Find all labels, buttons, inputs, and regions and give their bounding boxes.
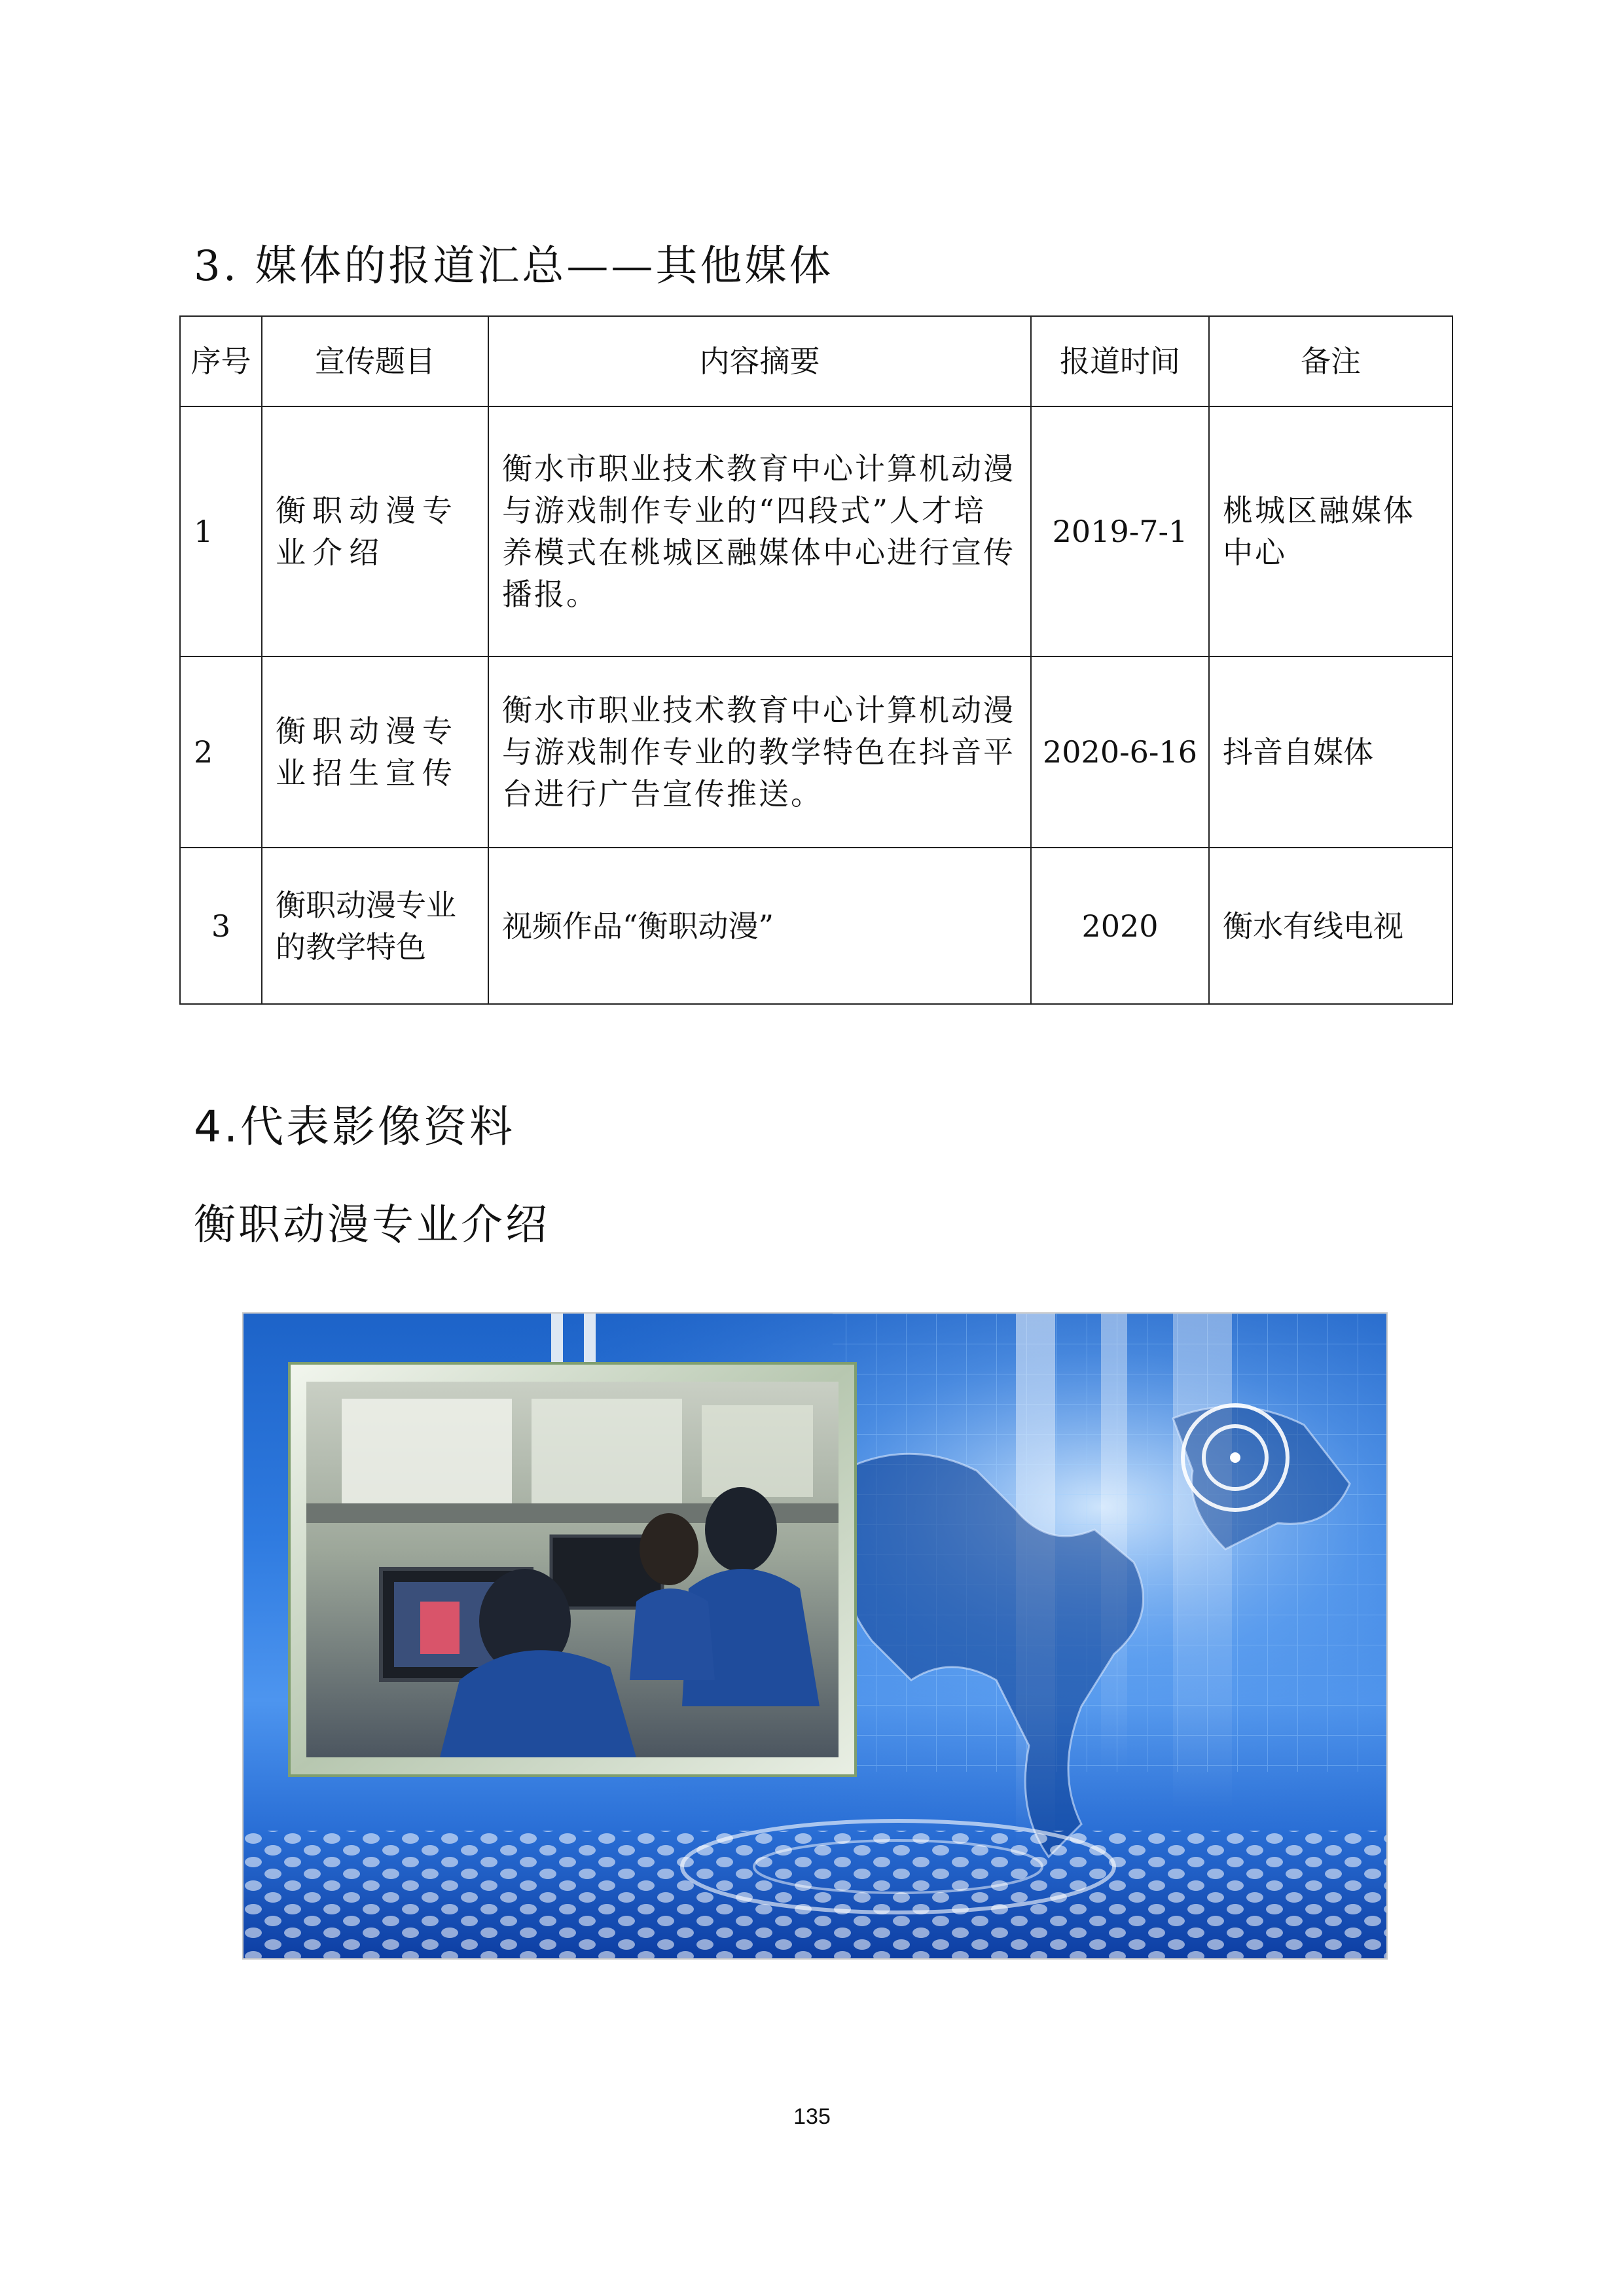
row-note: 抖音自媒体 [1209, 656, 1453, 848]
row-summary: 衡水市职业技术教育中心计算机动漫与游戏制作专业的教学特色在抖音平台进行广告宣传推送。 [488, 656, 1031, 848]
section-4-title: 4.代表影像资料 [194, 1102, 515, 1152]
table-row [180, 406, 1453, 656]
row-note: 桃城区融媒体中心 [1209, 406, 1453, 656]
news-background-graphic [244, 1314, 1386, 1958]
section-3-title: 3. 媒体的报道汇总——其他媒体 [194, 242, 834, 291]
header-date: 报道时间 [1031, 316, 1209, 406]
page-number: 135 [793, 2104, 831, 2129]
row-note: 衡水有线电视 [1209, 848, 1453, 1004]
header-index: 序号 [180, 316, 262, 406]
row-topic: 衡职动漫专业招生宣传 [262, 656, 488, 848]
header-topic: 宣传题目 [262, 316, 488, 406]
table-header-row [180, 316, 1453, 406]
header-note: 备注 [1209, 316, 1453, 406]
row-date: 2020-6-16 [1031, 656, 1209, 848]
representative-image [242, 1312, 1388, 1960]
row-index: 1 [180, 406, 262, 656]
row-summary: 衡水市职业技术教育中心计算机动漫与游戏制作专业的“四段式”人才培养模式在桃城区融媒体中心进行宣传播报。 [488, 406, 1031, 656]
row-date: 2020 [1031, 848, 1209, 1004]
row-topic: 衡职动漫专业的教学特色 [262, 848, 488, 1004]
row-date: 2019-7-1 [1031, 406, 1209, 656]
table-row [180, 656, 1453, 848]
row-summary: 视频作品“衡职动漫” [488, 848, 1031, 1004]
row-topic: 衡职动漫专业介绍 [262, 406, 488, 656]
row-index: 2 [180, 656, 262, 848]
media-report-table [179, 315, 1453, 1005]
header-summary: 内容摘要 [488, 316, 1031, 406]
section-4-subtitle: 衡职动漫专业介绍 [194, 1201, 550, 1249]
row-index: 3 [180, 848, 262, 1004]
table-row [180, 848, 1453, 1004]
